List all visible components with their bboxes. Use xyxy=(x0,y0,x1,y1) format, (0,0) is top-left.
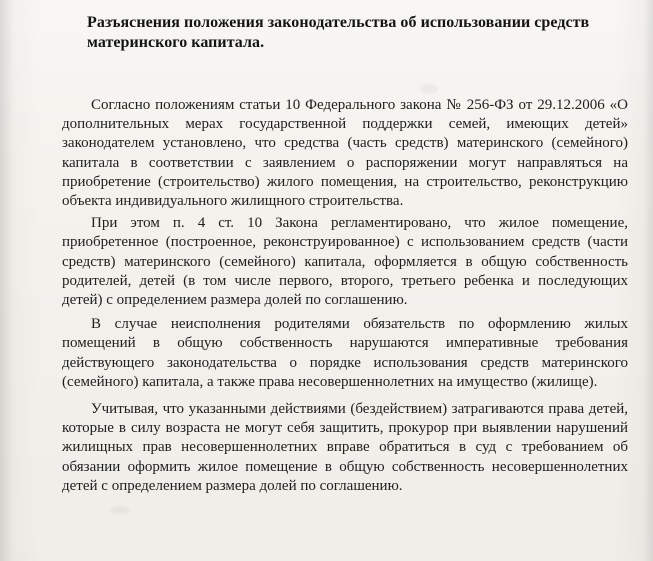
document-body xyxy=(62,96,628,496)
document-content xyxy=(62,13,628,496)
document-paragraph-3: В случае неисполнения родителями обязательств по оформлению жилых помещений в общую собственность нарушаются императивные требования действующего законодательства о порядке использования средств материнского (семейного) капитала, а также права несовершеннолетних на имущество (жилище). xyxy=(62,316,628,390)
document-paragraph-2: При этом п. 4 ст. 10 Закона регламентировано, что жилое помещение, приобретенное (построенное, реконструированное) с использованием средств (части средств) материнского (семейного) капитала, оформляется в общую собственность родителей, детей (в том числе первого, второго, третьего ребенка и последующих детей) с определением размера долей по соглашению. xyxy=(62,215,628,309)
document-paragraph-4: Учитывая, что указанными действиями (бездействием) затрагиваются права детей, которые в силу возраста не могут себя защитить, прокурор при выявлении нарушений жилищных прав несовершеннолетних вправе обратиться в суд с требованием об обязании оформить жилое помещение в общую собственность несовершеннолетних детей с определением размера долей по соглашению. xyxy=(62,401,628,494)
document-paragraph-1: Согласно положениям статьи 10 Федерального закона № 256-ФЗ от 29.12.2006 «О дополнительных мерах государственной поддержки семей, имеющих детей» законодателем установлено, что средства (часть средств) материнского (семейного) капитала в соответствии с заявлением о распоряжении могут направляться на приобретение (строительство) жилого помещения, на строительство, реконструкцию объекта индивидуального жилищного строительства. xyxy=(62,97,628,210)
paper-spot xyxy=(110,506,130,514)
page-left-shadow xyxy=(0,0,14,561)
document-title: Разъяснения положения законодательства об использовании средств материнского капитала. xyxy=(87,14,590,51)
page-right-shadow xyxy=(643,0,653,561)
